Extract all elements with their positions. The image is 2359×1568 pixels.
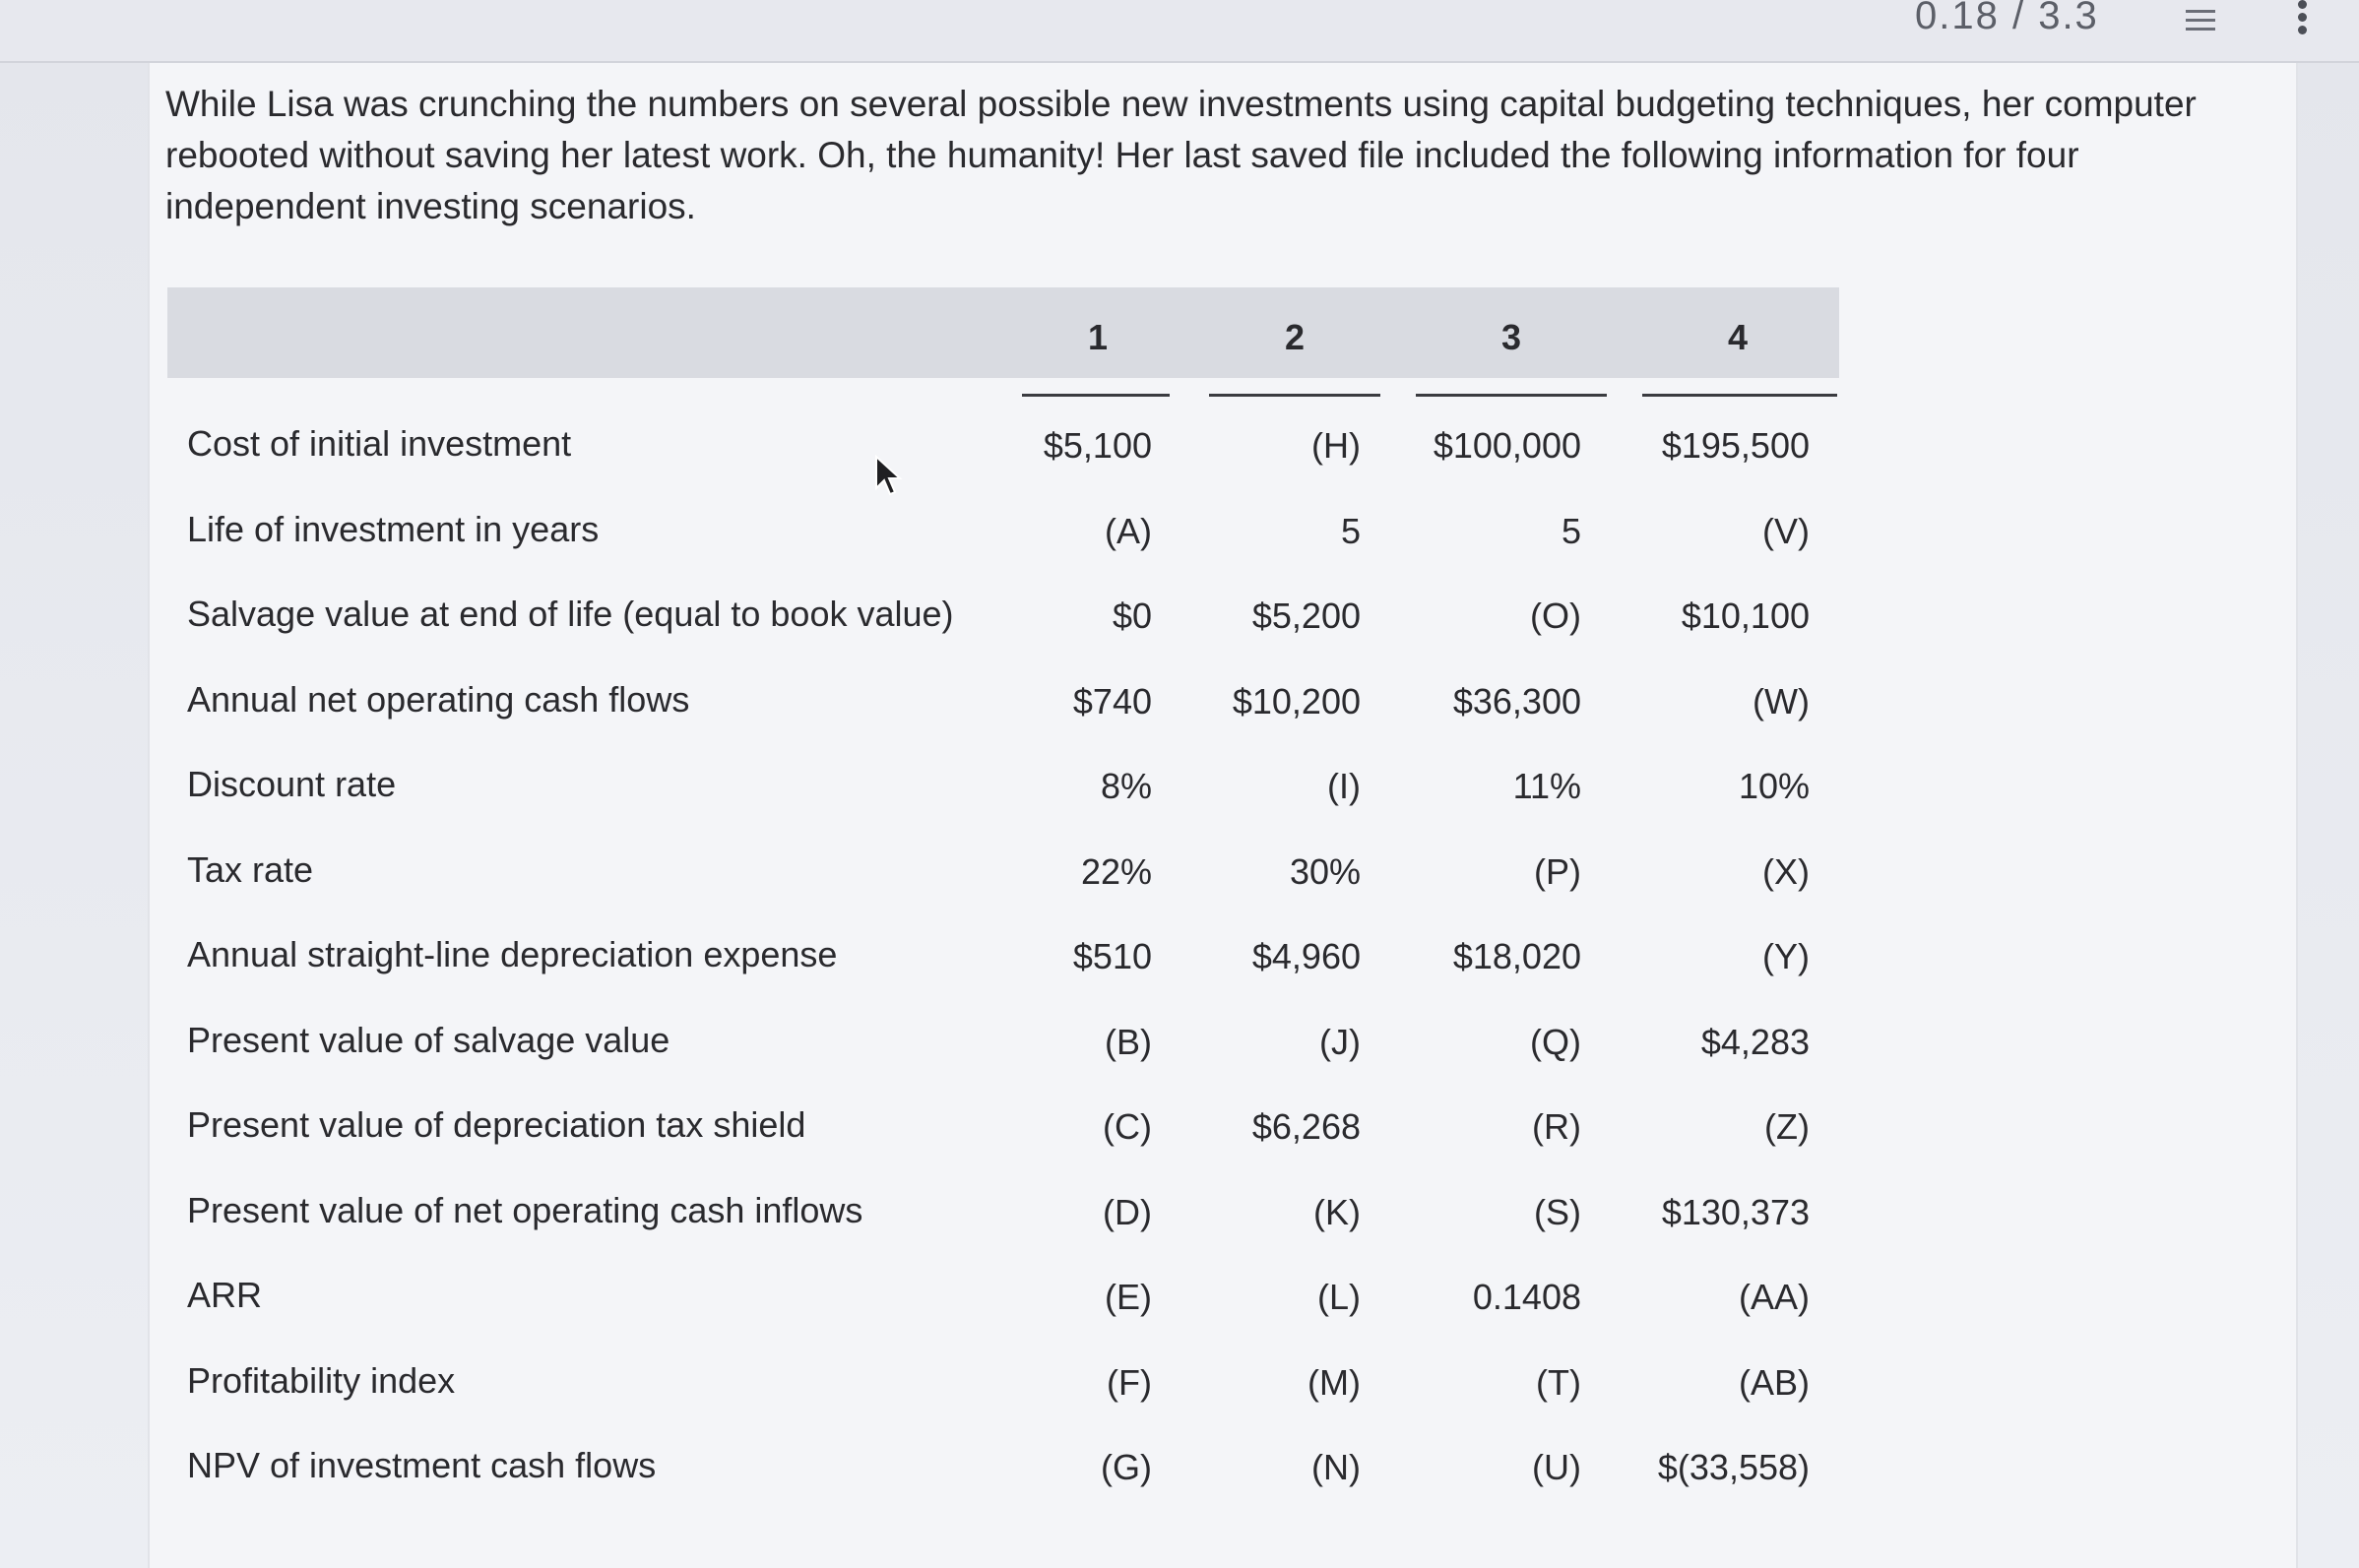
table-row bbox=[167, 665, 1841, 748]
row-label: Salvage value at end of life (equal to book value) bbox=[187, 594, 954, 634]
cell-scenario-1: (C) bbox=[1103, 1106, 1152, 1147]
cell-scenario-1: $5,100 bbox=[1043, 425, 1152, 466]
cell-scenario-3: 5 bbox=[1561, 510, 1581, 551]
table-row bbox=[167, 1176, 1841, 1259]
column-underline-1 bbox=[1022, 394, 1170, 397]
row-label: NPV of investment cash flows bbox=[187, 1445, 657, 1485]
table-row bbox=[167, 409, 1841, 492]
cell-scenario-4: (V) bbox=[1762, 510, 1810, 551]
row-label: Profitability index bbox=[187, 1359, 456, 1401]
column-header-4: 4 bbox=[1727, 317, 1749, 357]
cell-scenario-1: (A) bbox=[1105, 510, 1152, 551]
table-row bbox=[167, 1006, 1841, 1089]
row-label: Life of investment in years bbox=[187, 508, 600, 549]
cell-scenario-2: (M) bbox=[1307, 1361, 1361, 1403]
table-row bbox=[167, 1431, 1841, 1514]
cell-scenario-2: (J) bbox=[1319, 1021, 1361, 1062]
column-underline-4 bbox=[1642, 394, 1837, 397]
cell-scenario-3: (R) bbox=[1532, 1106, 1581, 1147]
cell-scenario-1: $740 bbox=[1072, 680, 1152, 721]
cell-scenario-3: (O) bbox=[1530, 596, 1581, 636]
cell-scenario-2: $4,960 bbox=[1251, 936, 1361, 976]
table-row bbox=[167, 1261, 1841, 1344]
table-row bbox=[167, 750, 1841, 833]
cell-scenario-4: $10,100 bbox=[1681, 596, 1810, 636]
cell-scenario-1: $510 bbox=[1072, 936, 1152, 976]
row-label: Present value of net operating cash inflows bbox=[187, 1189, 863, 1230]
cell-scenario-4: (W) bbox=[1753, 680, 1810, 721]
cell-scenario-4: $195,500 bbox=[1661, 425, 1810, 466]
row-label: Tax rate bbox=[187, 848, 314, 890]
cell-scenario-3: (Q) bbox=[1530, 1021, 1581, 1062]
cell-scenario-1: (B) bbox=[1105, 1021, 1152, 1062]
column-header-2: 2 bbox=[1284, 317, 1306, 357]
cell-scenario-1: $0 bbox=[1112, 596, 1152, 636]
row-label: ARR bbox=[187, 1275, 263, 1315]
cell-scenario-4: $(33,558) bbox=[1657, 1447, 1810, 1487]
row-label: Cost of initial investment bbox=[187, 423, 572, 464]
cell-scenario-1: 22% bbox=[1080, 850, 1152, 892]
cell-scenario-3: 11% bbox=[1512, 766, 1581, 806]
cell-scenario-4: (AB) bbox=[1739, 1361, 1810, 1403]
cell-scenario-3: $100,000 bbox=[1433, 425, 1581, 466]
cell-scenario-2: $10,200 bbox=[1232, 680, 1361, 721]
column-underline-3 bbox=[1416, 394, 1607, 397]
cell-scenario-2: 5 bbox=[1340, 510, 1361, 551]
cell-scenario-2: (I) bbox=[1327, 766, 1361, 806]
table-header bbox=[167, 287, 1839, 378]
cell-scenario-3: (U) bbox=[1532, 1447, 1581, 1487]
cell-scenario-1: (G) bbox=[1101, 1447, 1152, 1487]
table-row bbox=[167, 836, 1841, 918]
cell-scenario-3: $36,300 bbox=[1452, 680, 1581, 721]
cell-scenario-1: (F) bbox=[1107, 1361, 1152, 1403]
cell-scenario-4: $4,283 bbox=[1700, 1021, 1810, 1062]
cell-scenario-4: 10% bbox=[1738, 766, 1810, 806]
row-label: Present value of depreciation tax shield bbox=[187, 1104, 806, 1145]
cell-scenario-2: (N) bbox=[1311, 1447, 1361, 1487]
row-label: Discount rate bbox=[187, 764, 397, 804]
cell-scenario-3: (S) bbox=[1534, 1191, 1581, 1232]
question-list-icon[interactable] bbox=[2176, 4, 2215, 33]
column-header-3: 3 bbox=[1500, 317, 1522, 357]
cell-scenario-3: 0.1408 bbox=[1472, 1277, 1581, 1317]
cell-scenario-4: (AA) bbox=[1739, 1277, 1810, 1317]
cell-scenario-1: (E) bbox=[1105, 1277, 1152, 1317]
cell-scenario-4: (Z) bbox=[1764, 1106, 1810, 1147]
cell-scenario-4: (Y) bbox=[1762, 936, 1810, 976]
table-row bbox=[167, 580, 1841, 662]
cell-scenario-2: (K) bbox=[1313, 1191, 1361, 1232]
cell-scenario-4: $130,373 bbox=[1661, 1191, 1810, 1232]
cell-scenario-2: (H) bbox=[1311, 425, 1361, 466]
cell-scenario-1: 8% bbox=[1100, 766, 1152, 806]
cell-scenario-2: 30% bbox=[1289, 850, 1361, 892]
cell-scenario-2: $5,200 bbox=[1251, 596, 1361, 636]
more-options-icon[interactable] bbox=[2298, 0, 2310, 33]
column-underline-2 bbox=[1209, 394, 1380, 397]
question-paragraph: While Lisa was crunching the numbers on several possible new investments using capital budgeting techniques, her computer rebooted without saving her latest work. Oh, the humanity! Her last saved file included the following information for four independent investing scenarios. bbox=[165, 84, 2197, 226]
cell-scenario-3: (T) bbox=[1536, 1361, 1581, 1403]
row-label: Annual straight-line depreciation expense bbox=[187, 934, 838, 974]
cell-scenario-4: (X) bbox=[1762, 850, 1810, 892]
cell-scenario-1: (D) bbox=[1103, 1191, 1152, 1232]
score-display: 0.18 / 3.3 bbox=[1915, 0, 2099, 37]
cell-scenario-3: $18,020 bbox=[1452, 936, 1581, 976]
row-label: Annual net operating cash flows bbox=[187, 678, 690, 720]
cell-scenario-2: $6,268 bbox=[1251, 1106, 1361, 1147]
question-text bbox=[165, 79, 2213, 232]
top-bar bbox=[0, 0, 2359, 63]
investment-table bbox=[167, 287, 1841, 1518]
table-row bbox=[167, 1091, 1841, 1173]
table-row bbox=[167, 1347, 1841, 1429]
table-row bbox=[167, 495, 1841, 578]
table-row bbox=[167, 920, 1841, 1003]
cell-scenario-2: (L) bbox=[1317, 1277, 1361, 1317]
cell-scenario-3: (P) bbox=[1534, 850, 1581, 892]
mouse-cursor-icon bbox=[874, 455, 904, 498]
column-header-1: 1 bbox=[1087, 317, 1109, 357]
row-label: Present value of salvage value bbox=[187, 1019, 670, 1060]
